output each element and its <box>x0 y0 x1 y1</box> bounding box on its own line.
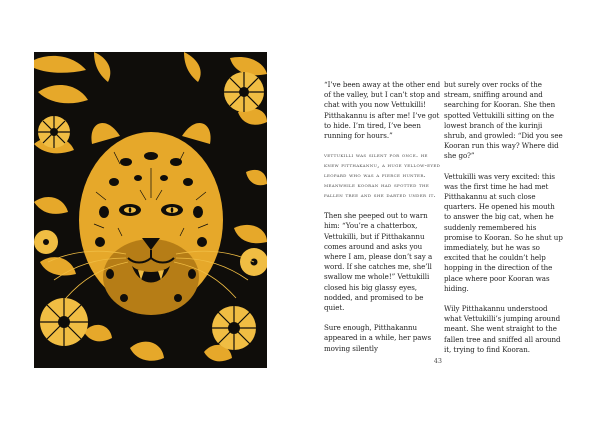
leopard-illustration <box>34 52 267 368</box>
paragraph: Then she peeped out to warn him: “You’re a chatterbox, Vettukilli, but if Pitthakannu comes around and asks you where I am, please don’t say a word. If she catches me, she’ll swallow me whole!” Vettukilli closed his big glassy eyes, nodded, and promised to be quiet. <box>324 211 433 313</box>
text-column-right <box>444 80 564 365</box>
paragraph: Vettukilli was very excited: this was the first time he had met Pitthakannu at such close quarters. He opened his mouth to answer the big cat, when he suddenly remembered his promise to Kooran. So he shut up immediately, but he was so excited that he couldn’t help hopping in the direction of the place where poor Kooran was hiding. <box>444 171 563 293</box>
small-caps-paragraph: vettukilli was silent for once. he knew pitthakannu, a huge yellow-eyed leopard who was a fierce hunter. meanwhile kooran had spotted the fallen tree and she darted under it. <box>324 152 441 200</box>
paragraph: Wily Pitthakannu understood what Vettukilli’s jumping around meant. She went straight to the fallen tree and sniffed all around it, trying to find Kooran. <box>444 304 561 354</box>
paragraph: Sure enough, Pitthakannu appeared in a while, her paws moving silently <box>324 323 432 353</box>
page-number: 43 <box>433 358 443 365</box>
paragraph: “I’ve been away at the other end of the valley, but I can’t stop and chat with you now Vettukilli! Pitthakannu is after me! I’ve got to hide. I’m tired, I’ve been running for hours.” <box>324 80 441 141</box>
leopard-illustration-art <box>34 52 267 368</box>
paragraph: but surely over rocks of the stream, sniffing around and searching for Kooran. She then spotted Vettukilli sitting on the lowest branch of the kurinji shrub, and growled: “Did you see Kooran run this way? Where did she go?” <box>444 80 563 161</box>
text-column-left <box>324 80 444 364</box>
